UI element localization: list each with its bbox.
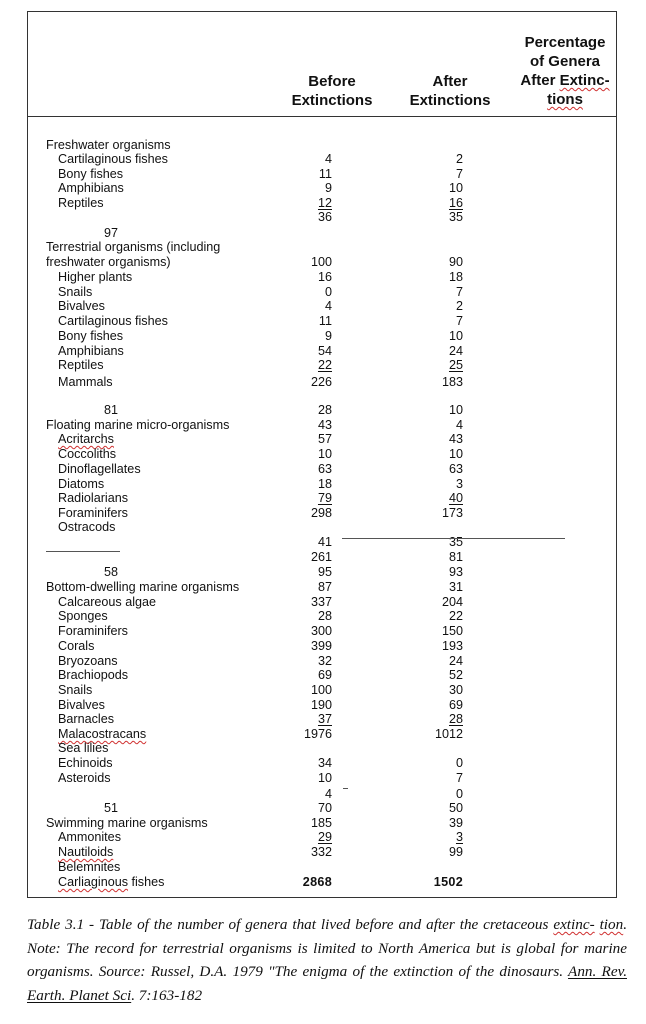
row-label: Radiolarians xyxy=(58,491,129,505)
row-label: Coccoliths xyxy=(58,447,117,461)
row-label: Higher plants xyxy=(58,270,133,284)
before-value: 43 xyxy=(317,418,332,432)
before-value: 63 xyxy=(317,462,332,476)
row-label: Brachiopods xyxy=(58,668,129,682)
after-value: 35 xyxy=(448,535,463,549)
row-label: Foraminifers xyxy=(58,624,128,638)
after-value: 30 xyxy=(448,683,463,697)
before-value: 11 xyxy=(318,314,332,328)
after-value: 1502 xyxy=(433,875,463,889)
row-label: Diatoms xyxy=(58,477,105,491)
row-label: Bony fishes xyxy=(58,167,124,181)
row-label: Bryozoans xyxy=(58,654,118,668)
after-value: 150 xyxy=(441,624,463,638)
table-row xyxy=(0,727,646,742)
table-row xyxy=(0,741,646,756)
after-value: 31 xyxy=(448,580,463,594)
table-row xyxy=(0,698,646,713)
table-row xyxy=(0,314,646,329)
table-row xyxy=(0,477,646,492)
after-value: 24 xyxy=(448,344,463,358)
before-value: 95 xyxy=(317,565,332,579)
before-value: 22 xyxy=(317,358,332,372)
table-row xyxy=(0,270,646,285)
after-value: 0 xyxy=(455,787,463,801)
before-value: 41 xyxy=(317,535,332,549)
table-row xyxy=(0,299,646,314)
after-value: 35 xyxy=(448,210,463,224)
stray-dash xyxy=(343,788,348,789)
before-value: 100 xyxy=(310,683,332,697)
table-row xyxy=(0,756,646,771)
before-value: 28 xyxy=(317,403,332,417)
before-value: 10 xyxy=(317,447,332,461)
row-label: freshwater organisms) xyxy=(46,255,171,269)
row-label: 97 xyxy=(104,226,119,240)
row-label: Malacostracans xyxy=(58,727,147,741)
header-before: Before Extinctions xyxy=(291,73,373,109)
before-value: 87 xyxy=(317,580,332,594)
before-value: 32 xyxy=(317,654,332,668)
table-row xyxy=(0,654,646,669)
row-label: Calcareous algae xyxy=(58,595,157,609)
table-row xyxy=(0,639,646,654)
after-value: 7 xyxy=(455,314,463,328)
after-value: 90 xyxy=(448,255,463,269)
row-label: Ostracods xyxy=(58,520,116,534)
table-row xyxy=(0,609,646,624)
after-value: 22 xyxy=(448,609,463,623)
after-value: 93 xyxy=(448,565,463,579)
after-value: 10 xyxy=(448,447,463,461)
table-row xyxy=(0,816,646,831)
after-value: 7 xyxy=(455,285,463,299)
row-label: Belemnites xyxy=(58,860,121,874)
after-value: 43 xyxy=(448,432,463,446)
after-value: 3 xyxy=(455,477,463,491)
table-row xyxy=(0,595,646,610)
stray-rule-right xyxy=(342,538,565,539)
table-row xyxy=(0,152,646,167)
table-row xyxy=(0,830,646,845)
row-label: Foraminifers xyxy=(58,506,128,520)
table-row xyxy=(0,845,646,860)
table-row xyxy=(0,358,646,373)
table-row xyxy=(0,580,646,595)
after-value: 7 xyxy=(455,771,463,785)
row-label: Bivalves xyxy=(58,299,105,313)
row-label: Cartilaginous fishes xyxy=(58,152,168,166)
table-row xyxy=(0,375,646,390)
after-value: 1012 xyxy=(434,727,463,741)
table-row xyxy=(0,344,646,359)
table-row xyxy=(0,520,646,535)
row-label: Reptiles xyxy=(58,358,104,372)
after-value: 10 xyxy=(448,329,463,343)
after-value: 193 xyxy=(441,639,463,653)
table-row xyxy=(0,462,646,477)
table-row xyxy=(0,240,646,255)
before-value: 4 xyxy=(324,152,332,166)
after-value: 25 xyxy=(448,358,463,372)
row-label: Asteroids xyxy=(58,771,111,785)
before-value: 12 xyxy=(317,196,332,210)
before-value: 36 xyxy=(317,210,332,224)
after-value: 28 xyxy=(448,712,463,726)
after-value: 63 xyxy=(448,462,463,476)
row-label: Sponges xyxy=(58,609,108,623)
before-value: 4 xyxy=(324,299,332,313)
table-row xyxy=(0,167,646,182)
after-value: 4 xyxy=(455,418,463,432)
after-value: 10 xyxy=(448,403,463,417)
table-row xyxy=(0,860,646,875)
row-label: Amphibians xyxy=(58,344,124,358)
row-label: Freshwater organisms xyxy=(46,138,171,152)
table-row xyxy=(0,329,646,344)
table-row xyxy=(0,285,646,300)
table-row xyxy=(0,196,646,211)
before-value: 300 xyxy=(310,624,332,638)
row-label: Acritarchs xyxy=(58,432,114,446)
before-value: 9 xyxy=(324,329,332,343)
before-value: 16 xyxy=(317,270,332,284)
stray-rule-left xyxy=(46,551,120,552)
row-label: Floating marine micro-organisms xyxy=(46,418,230,432)
table-row xyxy=(0,181,646,196)
before-value: 190 xyxy=(310,698,332,712)
table-row xyxy=(0,210,646,225)
row-label: Corals xyxy=(58,639,95,653)
before-value: 298 xyxy=(310,506,332,520)
before-value: 69 xyxy=(317,668,332,682)
row-label: Carliaginous fishes xyxy=(58,875,165,889)
before-value: 10 xyxy=(317,771,332,785)
spellcheck-extinc: Extinc- xyxy=(559,72,610,89)
row-label: Nautiloids xyxy=(58,845,114,859)
row-label: Bivalves xyxy=(58,698,105,712)
row-label: Bottom-dwelling marine organisms xyxy=(46,580,240,594)
table-row xyxy=(0,255,646,270)
row-label: Sea lilies xyxy=(58,741,109,755)
after-value: 40 xyxy=(448,491,463,505)
table-row xyxy=(0,226,646,241)
row-label: Bony fishes xyxy=(58,329,124,343)
after-value: 81 xyxy=(448,550,463,564)
table-row xyxy=(0,550,646,565)
table-row xyxy=(0,432,646,447)
table-row xyxy=(0,787,646,802)
spellcheck-word: Carliaginous xyxy=(58,875,129,889)
before-value: 70 xyxy=(317,801,332,815)
after-value: 16 xyxy=(448,196,463,210)
before-value: 399 xyxy=(310,639,332,653)
row-label: Echinoids xyxy=(58,756,113,770)
table-row xyxy=(0,624,646,639)
row-label: Ammonites xyxy=(58,830,121,844)
before-value: 57 xyxy=(317,432,332,446)
after-value: 204 xyxy=(441,595,463,609)
after-value: 2 xyxy=(455,152,463,166)
table-row xyxy=(0,565,646,580)
after-value: 52 xyxy=(448,668,463,682)
before-value: 79 xyxy=(317,491,332,505)
before-value: 337 xyxy=(310,595,332,609)
after-value: 24 xyxy=(448,654,463,668)
before-value: 185 xyxy=(310,816,332,830)
after-value: 3 xyxy=(455,830,463,844)
before-value: 261 xyxy=(310,550,332,564)
after-value: 173 xyxy=(441,506,463,520)
table-row xyxy=(0,875,646,890)
row-label: Terrestrial organisms (including xyxy=(46,240,221,254)
before-value: 4 xyxy=(324,787,332,801)
row-label: Swimming marine organisms xyxy=(46,816,208,830)
table-row xyxy=(0,771,646,786)
before-value: 37 xyxy=(317,712,332,726)
before-value: 29 xyxy=(317,830,332,844)
before-value: 100 xyxy=(310,255,332,269)
after-value: 99 xyxy=(448,845,463,859)
row-label: 58 xyxy=(104,565,119,579)
after-value: 10 xyxy=(448,181,463,195)
before-value: 18 xyxy=(317,477,332,491)
table-row xyxy=(0,403,646,418)
before-value: 28 xyxy=(317,609,332,623)
before-value: 0 xyxy=(324,285,332,299)
row-label: Barnacles xyxy=(58,712,115,726)
before-value: 34 xyxy=(317,756,332,770)
row-label: Amphibians xyxy=(58,181,124,195)
row-label: 51 xyxy=(104,801,119,815)
before-value: 11 xyxy=(318,167,332,181)
table-row xyxy=(0,418,646,433)
table-row xyxy=(0,491,646,506)
header-after: After Extinctions xyxy=(409,73,491,109)
after-value: 7 xyxy=(455,167,463,181)
before-value: 1976 xyxy=(303,727,332,741)
table-row xyxy=(0,138,646,153)
table-row xyxy=(0,668,646,683)
header-divider xyxy=(27,116,617,117)
row-label: Cartilaginous fishes xyxy=(58,314,168,328)
after-value: 2 xyxy=(455,299,463,313)
before-value: 54 xyxy=(317,344,332,358)
row-label: 81 xyxy=(104,403,119,417)
before-value: 332 xyxy=(310,845,332,859)
row-label: Snails xyxy=(58,683,93,697)
before-value: 2868 xyxy=(302,875,332,889)
row-label: Reptiles xyxy=(58,196,104,210)
table-row xyxy=(0,506,646,521)
after-value: 39 xyxy=(448,816,463,830)
before-value: 9 xyxy=(324,181,332,195)
before-value: 226 xyxy=(310,375,332,389)
header-percentage: Percentage of Genera After Extinc- tions xyxy=(520,34,610,108)
after-value: 0 xyxy=(455,756,463,770)
after-value: 18 xyxy=(448,270,463,284)
journal-name: Ann. Rev. Earth. Planet Sci xyxy=(27,963,627,1004)
after-value: 50 xyxy=(448,801,463,815)
row-label: Snails xyxy=(58,285,93,299)
after-value: 183 xyxy=(441,375,463,389)
table-row xyxy=(0,712,646,727)
row-label: Mammals xyxy=(58,375,113,389)
table-caption: Table 3.1 - Table of the number of genera that lived before and after the cretaceous extinc- tion. Note: The record for terrestrial organisms is limited to North America but is global for marine organisms. Source: Russel, D.A. 1979 "The enigma of the extinction of the dinosaurs. Ann. Rev. Earth. Planet Sci. 7:163-182 xyxy=(27,916,627,1004)
table-row xyxy=(0,683,646,698)
after-value: 69 xyxy=(448,698,463,712)
table-row xyxy=(0,447,646,462)
table-row xyxy=(0,801,646,816)
row-label: Dinoflagellates xyxy=(58,462,141,476)
